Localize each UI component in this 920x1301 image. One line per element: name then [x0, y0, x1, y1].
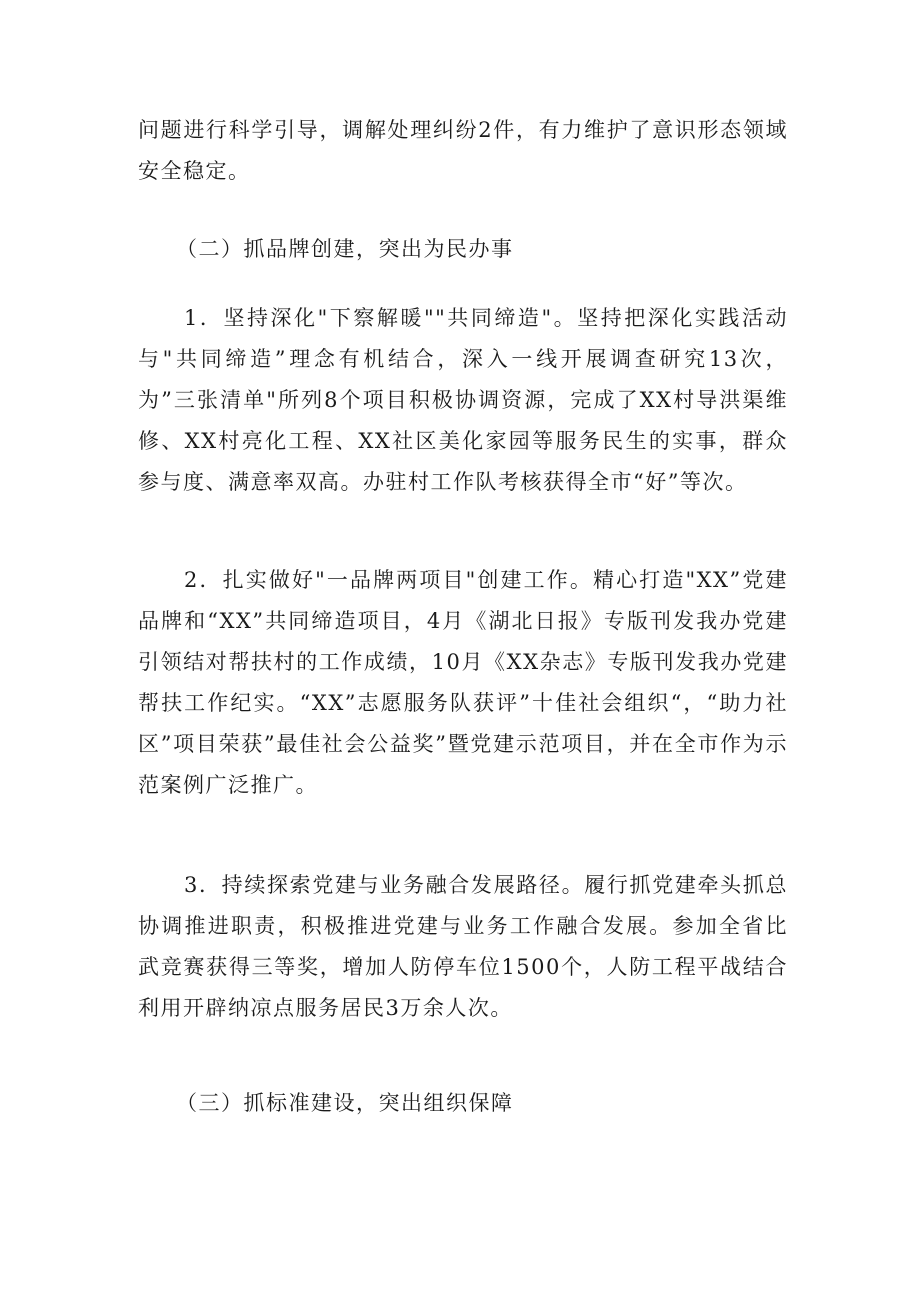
paragraph-item-3: 3．持续探索党建与业务融合发展路径。履行抓党建牵头抓总协调推进职责，积极推进党建与业务工作融合发展。参加全省比武竞赛获得三等奖，增加人防停车位1500个，人防工程平战结合利用开辟纳凉点服务居民3万余人次。	[138, 873, 788, 1020]
paragraph-item-2: 2．扎实做好"一品牌两项目"创建工作。精心打造"XX”党建品牌和“XX”共同缔造项目，4月《湖北日报》专版刊发我办党建引领结对帮扶村的工作成绩，10月《XX杂志》专版刊发我办党建帮扶工作纪实。“XX”志愿服务队获评”十佳社会组织“，“助力社区”项目荣获”最佳社会公益奖”暨党建示范项目，并在全市作为示范案例广泛推广。	[138, 568, 788, 797]
section-heading-2: （二）抓品牌创建，突出为民办事	[176, 237, 514, 261]
section-heading-3: （三）抓标准建设，突出组织保障	[176, 1091, 514, 1115]
paragraph-item-1: 1．坚持深化"下察解暖""共同缔造"。坚持把深化实践活动与"共同缔造”理念有机结合，深入一线开展调查研究13次，为”三张清单"所列8个项目积极协调资源，完成了XX村导洪渠维修、XX村亮化工程、XX社区美化家园等服务民生的实事，群众参与度、满意率双高。办驻村工作队考核获得全市“好”等次。	[138, 306, 788, 494]
paragraph-continuation: 问题进行科学引导，调解处理纠纷2件，有力维护了意识形态领域安全稳定。	[138, 118, 788, 183]
